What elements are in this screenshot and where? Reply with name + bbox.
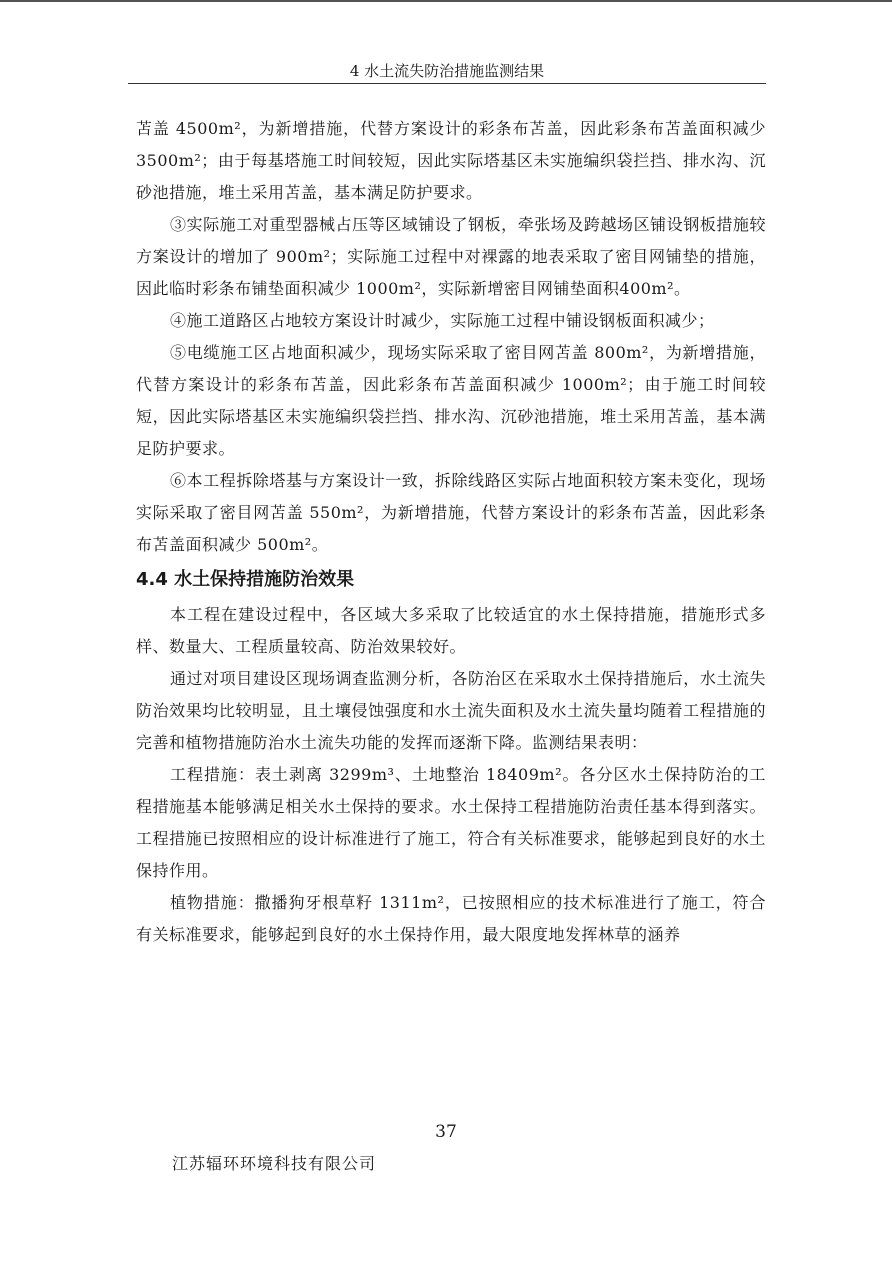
paragraph-monitoring-analysis: 通过对项目建设区现场调查监测分析，各防治区在采取水土保持措施后，水土流失防治效果均比较明显，且土壤侵蚀强度和水土流失面积及水土流失量均随着工程措施的完善和植物措施防治水土流失功能的发挥而逐渐下降。监测结果表明： bbox=[136, 669, 766, 752]
paragraph-overall-effect: 本工程在建设过程中，各区域大多采取了比较适宜的水土保持措施，措施形式多样、数量大、工程质量较高、防治效果较好。 bbox=[136, 605, 766, 656]
page-body bbox=[136, 113, 766, 951]
paragraph-item-3-steel-plates: ③实际施工对重型器械占压等区域铺设了钢板，牵张场及跨越场区铺设钢板措施较方案设计的增加了 900m²；实际施工过程中对裸露的地表采取了密目网铺垫的措施，因此临时彩条布铺垫面积减少 1000m²，实际新增密目网铺垫面积400m²。 bbox=[136, 215, 766, 298]
paragraph-item-6-tower-removal: ⑥本工程拆除塔基与方案设计一致，拆除线路区实际占地面积较方案未变化，现场实际采取了密目网苫盖 550m²，为新增措施，代替方案设计的彩条布苫盖，因此彩条布苫盖面积减少 500m²。 bbox=[136, 471, 766, 554]
footer-company: 江苏辐环环境科技有限公司 bbox=[172, 1154, 377, 1173]
page-number: 37 bbox=[435, 1122, 457, 1142]
paragraph-item-4-construction-road: ④施工道路区占地较方案设计时减少，实际施工过程中铺设钢板面积减少； bbox=[170, 311, 715, 330]
running-header: 4 水土流失防治措施监测结果 bbox=[349, 62, 545, 80]
section-heading: 4.4 水土保持措施防治效果 bbox=[136, 569, 355, 590]
paragraph-engineering-measures: 工程措施：表土剥离 3299m³、土地整治 18409m²。各分区水土保持防治的工程措施基本能够满足相关水土保持的要求。水土保持工程措施防治责任基本得到落实。工程措施已按照相应的设计标准进行了施工，符合有关标准要求，能够起到良好的水土保持作用。 bbox=[136, 765, 766, 880]
paragraph-plant-measures: 植物措施：撒播狗牙根草籽 1311m²，已按照相应的技术标准进行了施工，符合有关标准要求，能够起到良好的水土保持作用，最大限度地发挥林草的涵养 bbox=[136, 893, 766, 944]
paragraph-item-5-cable-area: ⑤电缆施工区占地面积减少，现场实际采取了密目网苫盖 800m²，为新增措施，代替方案设计的彩条布苫盖，因此彩条布苫盖面积减少 1000m²；由于施工时间较短，因此实际塔基区未实施编织袋拦挡、排水沟、沉砂池措施，堆土采用苫盖，基本满足防护要求。 bbox=[136, 343, 766, 458]
paragraph-continued-cover-measures: 苫盖 4500m²，为新增措施，代替方案设计的彩条布苫盖，因此彩条布苫盖面积减少 3500m²；由于每基塔施工时间较短，因此实际塔基区未实施编织袋拦挡、排水沟、沉砂池措施，堆土采用苫盖，基本满足防护要求。 bbox=[136, 119, 766, 202]
page-top-border bbox=[0, 0, 892, 2]
header-divider bbox=[128, 83, 766, 84]
